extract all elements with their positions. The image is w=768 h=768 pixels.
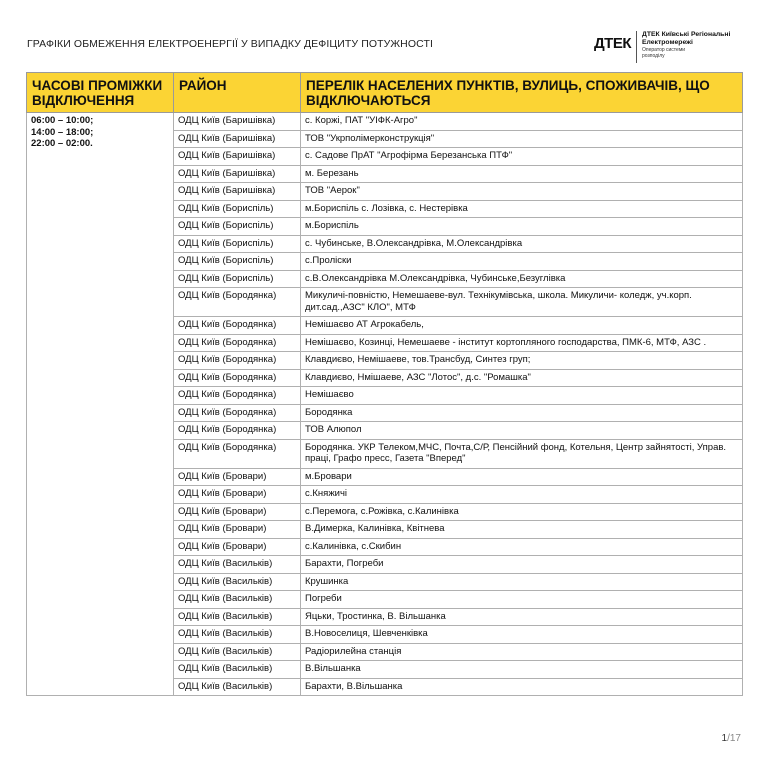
settlements-cell: м.Бориспіль с. Лозівка, с. Нестерівка — [301, 200, 743, 218]
page-current: 1 — [721, 733, 728, 744]
table-body — [27, 113, 743, 696]
district-cell: ОДЦ Київ (Васильків) — [174, 556, 301, 574]
settlements-cell: Барахти, Погреби — [301, 556, 743, 574]
district-cell: ОДЦ Київ (Бородянка) — [174, 439, 301, 468]
settlements-cell: м. Березань — [301, 165, 743, 183]
header-time-intervals: ЧАСОВІ ПРОМІЖКИ ВІДКЛЮЧЕННЯ — [27, 73, 174, 113]
district-cell: ОДЦ Київ (Васильків) — [174, 626, 301, 644]
district-cell: ОДЦ Київ (Бородянка) — [174, 288, 301, 317]
settlements-cell: Немішаєво — [301, 387, 743, 405]
time-interval: 22:00 – 02:00. — [31, 138, 93, 149]
document-title: ГРАФІКИ ОБМЕЖЕННЯ ЕЛЕКТРОЕНЕРГІЇ У ВИПАДКУ ДЕФІЦИТУ ПОТУЖНОСТІ — [27, 38, 433, 50]
district-cell: ОДЦ Київ (Бородянка) — [174, 317, 301, 335]
settlements-cell: с. Чубинське, В.Олександрівка, М.Олександрівка — [301, 235, 743, 253]
table-header-row — [27, 73, 743, 113]
district-cell: ОДЦ Київ (Васильків) — [174, 643, 301, 661]
district-cell: ОДЦ Київ (Васильків) — [174, 661, 301, 679]
header-settlements-list: ПЕРЕЛІК НАСЕЛЕНИХ ПУНКТІВ, ВУЛИЦЬ, СПОЖИВАЧІВ, ЩО ВІДКЛЮЧАЮТЬСЯ — [301, 73, 743, 113]
settlements-cell: ТОВ Алюпол — [301, 422, 743, 440]
settlements-cell: Бородянка. УКР Телеком,МЧС, Почта,С/Р, Пенсійний фонд, Котельня, Центр зайнятості, Управ. праці, Графо пресс, Газета "Вперед" — [301, 439, 743, 468]
settlements-cell: Радіорилейна станція — [301, 643, 743, 661]
settlements-cell: Погреби — [301, 591, 743, 609]
table-row — [27, 113, 743, 131]
district-cell: ОДЦ Київ (Баришівка) — [174, 148, 301, 166]
settlements-cell: м.Бровари — [301, 468, 743, 486]
time-interval: 06:00 – 10:00; — [31, 115, 94, 126]
district-cell: ОДЦ Київ (Бориспіль) — [174, 218, 301, 236]
district-cell: ОДЦ Київ (Баришівка) — [174, 183, 301, 201]
settlements-cell: Крушинка — [301, 573, 743, 591]
district-cell: ОДЦ Київ (Бориспіль) — [174, 270, 301, 288]
logo-mark: ДТЕК — [594, 35, 632, 52]
district-cell: ОДЦ Київ (Васильків) — [174, 573, 301, 591]
district-cell: ОДЦ Київ (Бородянка) — [174, 352, 301, 370]
settlements-cell: с.Калинівка, с.Скибин — [301, 538, 743, 556]
settlements-cell: с.Княжичі — [301, 486, 743, 504]
settlements-cell: Барахти, В.Вільшанка — [301, 678, 743, 696]
district-cell: ОДЦ Київ (Бородянка) — [174, 369, 301, 387]
district-cell: ОДЦ Київ (Васильків) — [174, 678, 301, 696]
district-cell: ОДЦ Київ (Бориспіль) — [174, 235, 301, 253]
settlements-cell: Бородянка — [301, 404, 743, 422]
outage-schedule-table — [26, 72, 743, 696]
time-interval: 14:00 – 18:00; — [31, 126, 94, 138]
settlements-cell: Немішаєво, Козинці, Немешаеве - інститут кортопляного господарства, ПМК-6, МТФ, АЗС . — [301, 334, 743, 352]
settlements-cell: ТОВ "Аерок" — [301, 183, 743, 201]
settlements-cell: В.Димерка, Калинівка, Квітнева — [301, 521, 743, 539]
settlements-cell: Яцьки, Тростинка, В. Вільшанка — [301, 608, 743, 626]
district-cell: ОДЦ Київ (Бровари) — [174, 538, 301, 556]
district-cell: ОДЦ Київ (Баришівка) — [174, 113, 301, 131]
settlements-cell: с.Пролiски — [301, 253, 743, 271]
logo-divider — [636, 31, 637, 63]
settlements-cell: Микуличі-повністю, Немешаеве-вул. Технікумівська, школа. Микуличи- коледж, уч.корп. дит.сад.,АЗС" КЛО", МТФ — [301, 288, 743, 317]
time-intervals-cell — [27, 113, 174, 696]
settlements-cell: м.Бориспіль — [301, 218, 743, 236]
settlements-cell: с.Перемога, с.Рожівка, с.Калинівка — [301, 503, 743, 521]
page-number — [722, 733, 741, 744]
district-cell: ОДЦ Київ (Бородянка) — [174, 404, 301, 422]
settlements-cell: В.Вільшанка — [301, 661, 743, 679]
district-cell: ОДЦ Київ (Бородянка) — [174, 387, 301, 405]
district-cell: ОДЦ Київ (Бориспіль) — [174, 253, 301, 271]
district-cell: ОДЦ Київ (Бровари) — [174, 468, 301, 486]
settlements-cell: Немішаєво АТ Агрокабель, — [301, 317, 743, 335]
settlements-cell: В.Новоселиця, Шевченківка — [301, 626, 743, 644]
district-cell: ОДЦ Київ (Бородянка) — [174, 334, 301, 352]
settlements-cell: с.В.Олександрівка М.Олександрівка, Чубинське,Безуглівка — [301, 270, 743, 288]
district-cell: ОДЦ Київ (Бородянка) — [174, 422, 301, 440]
district-cell: ОДЦ Київ (Бровари) — [174, 521, 301, 539]
settlements-cell: с. Коржі, ПАТ "УІФК-Агро" — [301, 113, 743, 131]
district-cell: ОДЦ Київ (Бровари) — [174, 486, 301, 504]
logo-company-name: ДТЕК Київські Регіональні Електромережі — [642, 31, 731, 46]
district-cell: ОДЦ Київ (Васильків) — [174, 591, 301, 609]
settlements-cell: с. Садове ПрАТ "Агрофірма Березанська ПТФ" — [301, 148, 743, 166]
settlements-cell: ТОВ "Укрполімерконструкція" — [301, 130, 743, 148]
district-cell: ОДЦ Київ (Баришівка) — [174, 165, 301, 183]
district-cell: ОДЦ Київ (Баришівка) — [174, 130, 301, 148]
header-district: РАЙОН — [174, 73, 301, 113]
logo-subtitle: Оператор системи розподілу — [642, 47, 686, 59]
settlements-cell: Клавдиєво, Немішаеве, тов.Трансбуд, Синтез груп; — [301, 352, 743, 370]
district-cell: ОДЦ Київ (Бориспіль) — [174, 200, 301, 218]
settlements-cell: Клавдиєво, Нмішаеве, АЗС "Лотос", д.с. "Ромашка" — [301, 369, 743, 387]
district-cell: ОДЦ Київ (Васильків) — [174, 608, 301, 626]
district-cell: ОДЦ Київ (Бровари) — [174, 503, 301, 521]
dtek-logo — [594, 29, 754, 65]
page-total: /17 — [727, 733, 741, 744]
